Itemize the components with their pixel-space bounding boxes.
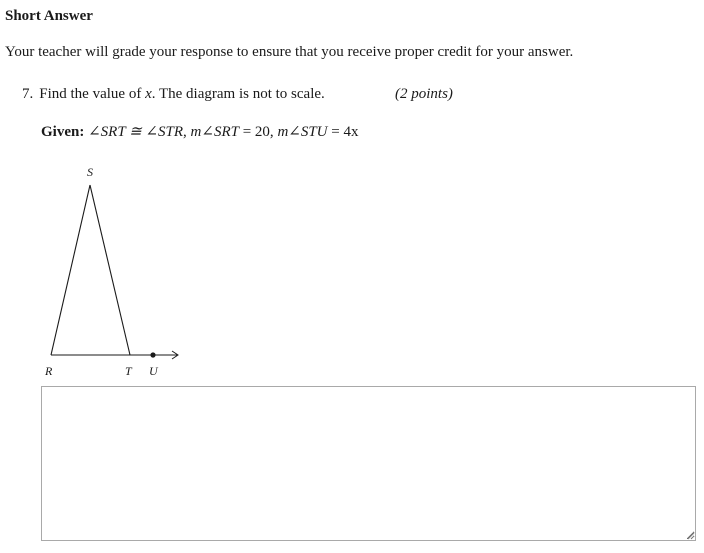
vertex-label-t: T (125, 364, 132, 378)
question-prompt (22, 86, 325, 103)
given-measure-2-prefix: m∠ (277, 124, 301, 140)
ray-arrowhead-icon (172, 351, 178, 359)
vertex-label-u: U (149, 364, 158, 378)
question-text-after: . The diagram is not to scale. (151, 86, 325, 102)
section-title: Short Answer (5, 8, 93, 24)
given-measure-1-name: SRT (213, 124, 239, 140)
instructions-text: Your teacher will grade your response to ensure that you receive proper credit for your answer. (5, 44, 574, 60)
given-measure-2-name: STU (300, 124, 328, 140)
given-measure-2-value: = 4x (327, 124, 359, 140)
answer-textarea[interactable] (41, 386, 696, 541)
given-statement (41, 122, 359, 141)
vertex-label-r: R (45, 364, 53, 378)
vertex-label-s: S (87, 165, 93, 179)
question-text-before: Find the value of (39, 86, 146, 102)
question-variable: x (145, 86, 152, 102)
given-measure-1-value: = 20, (238, 124, 278, 140)
question-number: 7. (22, 86, 34, 102)
side-st (90, 185, 130, 355)
point-u (150, 352, 155, 357)
points-label: (2 points) (395, 86, 453, 102)
given-separator: , (183, 124, 191, 140)
given-measure-1-prefix: m∠ (190, 124, 214, 140)
given-congruence: ∠SRT ≅ ∠STR (88, 124, 184, 140)
given-label: Given: (41, 124, 85, 140)
side-rs (51, 185, 90, 355)
